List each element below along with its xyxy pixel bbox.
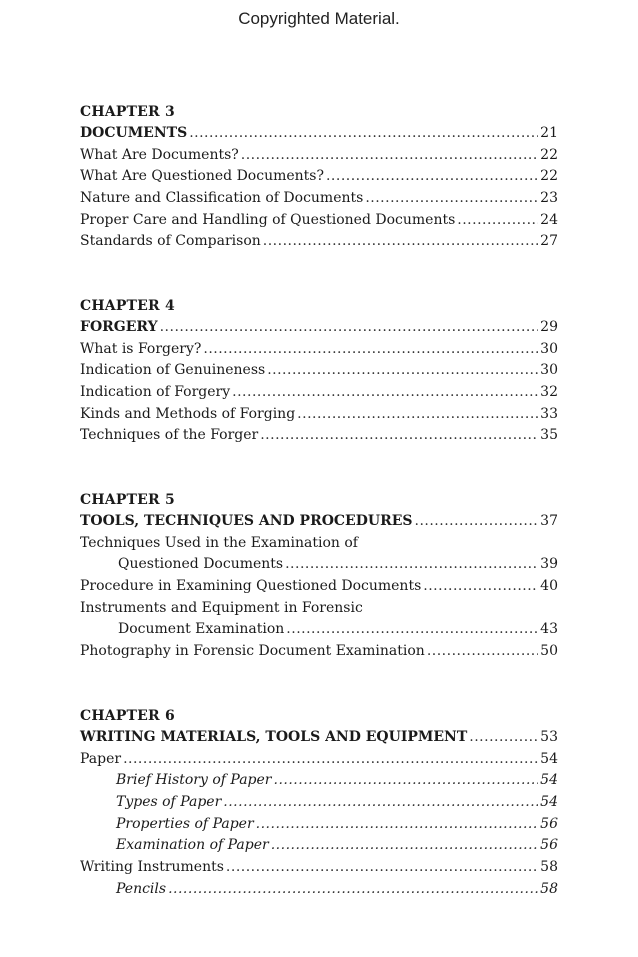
toc-entry[interactable] xyxy=(80,360,558,382)
toc-subentry[interactable] xyxy=(80,792,558,814)
toc-entry[interactable] xyxy=(80,210,558,232)
toc-page-number: 27 xyxy=(540,233,558,250)
toc-page-number: 22 xyxy=(540,168,558,185)
toc-page-number: 33 xyxy=(540,405,558,422)
toc-title-text: WRITING MATERIALS, TOOLS AND EQUIPMENT xyxy=(80,729,468,745)
toc-page-number: 58 xyxy=(540,880,558,897)
dot-leader xyxy=(267,360,538,382)
toc-chapter-title[interactable] xyxy=(80,511,558,533)
page-header: Copyrighted Material. xyxy=(238,9,400,28)
toc-entry[interactable] xyxy=(80,339,558,361)
dot-leader xyxy=(423,576,538,598)
toc-entry-text: Types of Paper xyxy=(116,794,222,811)
toc-entry[interactable] xyxy=(80,641,558,663)
chapter-5-section xyxy=(80,489,558,663)
toc-chapter-title[interactable] xyxy=(80,317,558,339)
toc-entry[interactable] xyxy=(80,145,558,167)
toc-entry-text: Pencils xyxy=(116,880,167,897)
dot-leader xyxy=(260,425,538,447)
toc-entry-text: Procedure in Examining Questioned Documents xyxy=(80,578,422,595)
toc-page-number: 54 xyxy=(540,750,558,767)
toc-page-number: 24 xyxy=(540,211,558,228)
toc-entry-text: Document Examination xyxy=(118,621,285,638)
toc-entry-text: Writing Instruments xyxy=(80,859,224,876)
chapter-label: CHAPTER 3 xyxy=(80,104,175,120)
toc-page-number: 56 xyxy=(540,837,558,854)
toc-page-number: 29 xyxy=(540,319,558,335)
toc-page-number: 21 xyxy=(540,125,558,141)
dot-leader xyxy=(232,382,538,404)
dot-leader xyxy=(286,619,538,641)
toc-entry-text: Paper xyxy=(80,750,122,767)
toc-entry-text: Standards of Comparison xyxy=(80,233,261,250)
dot-leader xyxy=(274,770,539,792)
dot-leader xyxy=(256,814,539,836)
toc-entry-text: Indication of Forgery xyxy=(80,384,231,401)
toc-page-number: 56 xyxy=(540,815,558,832)
toc-subentry[interactable] xyxy=(80,879,558,901)
chapter-4-section xyxy=(80,295,558,447)
dot-leader xyxy=(326,166,538,188)
dot-leader xyxy=(457,210,538,232)
dot-leader xyxy=(285,554,538,576)
toc-entry-text: Examination of Paper xyxy=(116,837,269,854)
toc-entry-text: Photography in Forensic Document Examination xyxy=(80,643,425,660)
dot-leader xyxy=(168,879,538,901)
toc-page-number: 23 xyxy=(540,190,558,207)
toc-entry-text: Brief History of Paper xyxy=(116,772,272,789)
toc-entry[interactable] xyxy=(80,188,558,210)
dot-leader xyxy=(263,231,538,253)
toc-chapter-title[interactable] xyxy=(80,123,558,145)
toc-entry-text: What is Forgery? xyxy=(80,340,202,357)
toc-title-text: TOOLS, TECHNIQUES AND PROCEDURES xyxy=(80,513,413,529)
chapter-label: CHAPTER 5 xyxy=(80,492,175,508)
toc-entry[interactable] xyxy=(80,749,558,771)
toc-entry-text: Techniques of the Forger xyxy=(80,427,259,444)
toc-page-number: 22 xyxy=(540,146,558,163)
toc-entry-text: Questioned Documents xyxy=(118,556,284,573)
dot-leader xyxy=(223,792,538,814)
toc-title-text: FORGERY xyxy=(80,319,158,335)
dot-leader xyxy=(123,749,538,771)
toc-subentry[interactable] xyxy=(80,814,558,836)
toc-page-number: 30 xyxy=(540,340,558,357)
chapter-3-section xyxy=(80,101,558,253)
toc-entry-text: What Are Documents? xyxy=(80,146,239,163)
toc-page-number: 39 xyxy=(540,556,558,573)
toc-title-text: DOCUMENTS xyxy=(80,125,188,141)
dot-leader xyxy=(203,339,538,361)
toc-page-number: 35 xyxy=(540,427,558,444)
toc-entry-text: Indication of Genuineness xyxy=(80,362,266,379)
toc-entry[interactable] xyxy=(80,231,558,253)
toc-page-number: 37 xyxy=(540,513,558,529)
toc-page-number: 54 xyxy=(540,794,558,811)
toc-entry[interactable] xyxy=(80,166,558,188)
chapter-label: CHAPTER 4 xyxy=(80,298,175,314)
toc-page-number: 43 xyxy=(540,621,558,638)
toc-entry-first-line[interactable]: Instruments and Equipment in Forensic xyxy=(80,599,363,616)
toc-entry-text: Proper Care and Handling of Questioned Documents xyxy=(80,211,456,228)
chapter-6-section xyxy=(80,705,558,901)
toc-entry-text: Kinds and Methods of Forging xyxy=(80,405,296,422)
dot-leader xyxy=(271,835,538,857)
toc-page-number: 30 xyxy=(540,362,558,379)
toc-entry-text: What Are Questioned Documents? xyxy=(80,168,324,185)
toc-subentry[interactable] xyxy=(80,835,558,857)
toc-entry[interactable] xyxy=(80,382,558,404)
toc-entry[interactable] xyxy=(80,576,558,598)
toc-entry[interactable] xyxy=(80,404,558,426)
dot-leader xyxy=(241,145,538,167)
dot-leader xyxy=(469,727,538,749)
toc-entry-text: Nature and Classification of Documents xyxy=(80,190,364,207)
toc-entry[interactable] xyxy=(80,619,558,641)
toc-entry-text: Properties of Paper xyxy=(116,815,254,832)
chapter-label: CHAPTER 6 xyxy=(80,708,175,724)
dot-leader xyxy=(427,641,538,663)
toc-entry[interactable] xyxy=(80,857,558,879)
toc-chapter-title[interactable] xyxy=(80,727,558,749)
toc-page-number: 54 xyxy=(540,772,558,789)
dot-leader xyxy=(415,511,539,533)
toc-page-number: 53 xyxy=(540,729,558,745)
toc-subentry[interactable] xyxy=(80,770,558,792)
toc-entry[interactable] xyxy=(80,425,558,447)
toc-page-number: 58 xyxy=(540,859,558,876)
toc-entry-first-line[interactable]: Techniques Used in the Examination of xyxy=(80,534,358,551)
dot-leader xyxy=(160,317,539,339)
dot-leader xyxy=(297,404,538,426)
toc-page-number: 50 xyxy=(540,643,558,660)
toc-page-number: 40 xyxy=(540,578,558,595)
toc-entry[interactable] xyxy=(80,554,558,576)
toc-page-number: 32 xyxy=(540,384,558,401)
dot-leader xyxy=(365,188,538,210)
dot-leader xyxy=(189,123,538,145)
dot-leader xyxy=(226,857,538,879)
